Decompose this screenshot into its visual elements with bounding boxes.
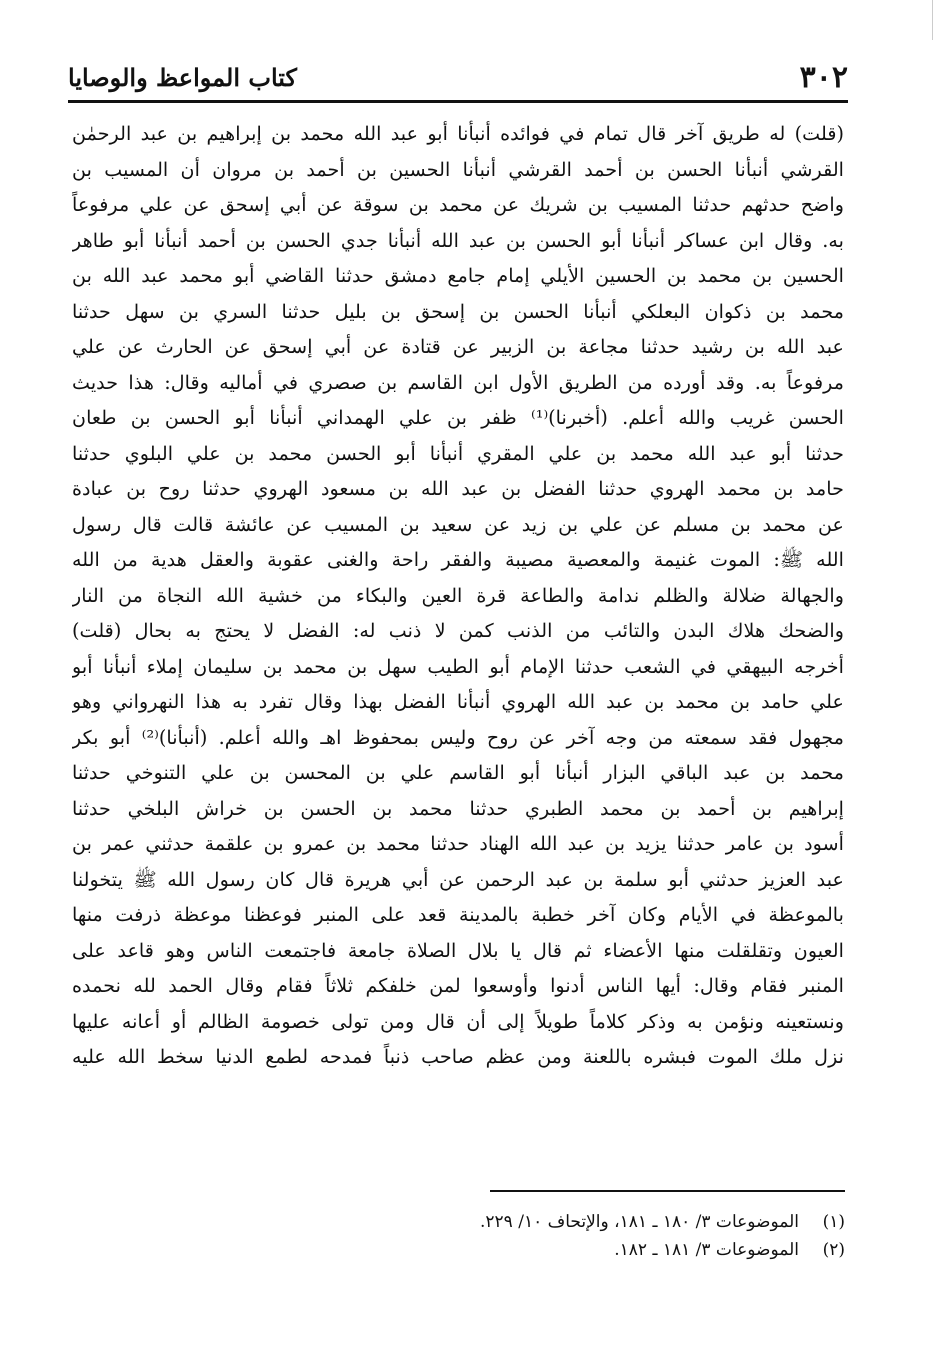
text-line: أخرجه البيهقي في الشعب حدثنا الإمام أبو الطيب سهل بن محمد بن سليمان إملاء أنبأنا أبو	[72, 654, 844, 678]
footnote	[245, 1208, 845, 1236]
text-line: العيون وتقلقلت منها الأعضاء ثم قال يا بلال الصلاة جامعة فاجتمعت الناس وهو قاعد على	[72, 938, 844, 962]
footnotes	[245, 1208, 845, 1264]
footnote-text: الموضوعات ٣/ ١٨١ ـ ١٨٢.	[614, 1240, 799, 1260]
text-line: الحسين بن محمد بن الحسين الأيلي إمام جامع دمشق حدثنا القاضي أبو محمد عبد الله بن	[72, 264, 844, 287]
text-line: (قلت) له طريق آخر قال تمام في فوائده أنبأنا أبو عبد الله محمد بن إبراهيم بن عبد الرحمٰن	[72, 122, 844, 145]
text-line: المنبر فقام وقال: أيها الناس أدنوا وأوسعوا لمن خلفكم ثلاثاً فقام وقال الحمد لله نحمده	[72, 974, 844, 997]
text-line: نزل ملك الموت فبشره باللعنة ومن عظم صاحب ذنباً فمدحه لطمع الدنيا سخط الله عليه	[72, 1045, 844, 1068]
main-text	[72, 116, 844, 1176]
text-line: مرفوعاً به. وقد أورده من الطريق الأول ابن القاسم بن صصري في أماليه وقال: هذا حديث	[72, 370, 844, 394]
text-line: محمد بن عبد الباقي البزار أنبأنا أبو القاسم علي بن المحسن بن علي التنوخي حدثنا	[72, 761, 844, 784]
text-line: واضح حدثهم حدثنا المسيب بن شريك عن محمد بن سوقة عن أبي إسحق عن علي مرفوعاً	[72, 193, 844, 216]
text-line: حدثنا أبو عبد الله محمد بن علي المقري أنبأنا أبو الحسن محمد بن علي البلوي حدثنا	[72, 441, 844, 465]
text-line: مجهول فقد سمعته من وجه آخر عن روح وليس بمحفوظ اهـ والله أعلم. (أنبأنا)⁽²⁾ أبو بكر	[72, 725, 844, 749]
running-title: كتاب المواعظ والوصايا	[68, 63, 297, 92]
text-line: والجهالة ضلالة والظلم ندامة والطاعة قرة العين والبكاء من خشية الله النجاة من النار	[72, 583, 844, 607]
footnote-divider	[490, 1190, 845, 1192]
footnote	[245, 1236, 845, 1264]
page-header	[68, 58, 848, 102]
footnote-text: الموضوعات ٣/ ١٨٠ ـ ١٨١، والإتحاف ١٠/ ٢٢٩.	[479, 1212, 799, 1232]
footnote-number: (٢)	[822, 1240, 845, 1260]
text-line: عبد الله بن رشيد حدثنا مجاعة بن الزبير عن قتادة عن أبي إسحق عن الحارث عن علي	[72, 335, 844, 358]
text-line: بالموعظة في الأيام وكان آخر خطبة بالمدينة قعد على المنبر فوعظنا موعظة ذرفت منها	[72, 903, 844, 926]
text-line: الله ﷺ: الموت غنيمة والمعصية مصيبة والفقر راحة والغنى عقوبة والعقل هدية من الله	[72, 548, 844, 571]
text-line: عن محمد بن مسلم عن علي بن زيد عن سعيد بن المسيب عن عائشة قالت قال رسول	[72, 512, 844, 536]
text-line: إبراهيم بن أحمد بن محمد الطبري حدثنا محمد بن الحسن بن خراش البلخي حدثنا	[72, 796, 844, 820]
text-line: به. وقال ابن عساكر أنبأنا أبو الحسن بن عبد الله أنبأنا جدي الحسن بن أحمد أنبأنا أبو طاهر	[72, 228, 844, 252]
text-line: محمد بن ذكوان البعلكي أنبأنا الحسن بن إسحق بن بليل حدثنا السري بن سهل حدثنا	[72, 299, 844, 323]
text-line: والضحك هلاك البدن والتائب من الذنب كمن لا ذنب له: الفضل لا يحتج به بحال (قلت)	[72, 619, 844, 642]
header-divider	[68, 100, 848, 103]
text-line: ونستعينه ونؤمن به وذكر كلاماً طويلاً إلى أن قال ومن تولى خصومة الظالم أو أعانه عليها	[72, 1009, 844, 1033]
text-line: أسود بن عامر حدثنا يزيد بن عبد الله الهناد حدثنا محمد بن عمرو بن علقمة حدثني عمر بن	[72, 832, 844, 855]
footnote-number: (١)	[822, 1212, 845, 1232]
text-line: القرشي أنبأنا الحسن بن أحمد القرشي أنبأنا الحسين بن أحمد بن مروان أن المسيب بن	[72, 157, 844, 181]
text-line: الحسن غريب والله أعلم. (أخبرنا)⁽¹⁾ ظفر بن علي الهمداني أنبأنا أبو الحسن بن طعان	[72, 406, 844, 429]
text-line: عبد العزيز حدثني أبو سلمة بن عبد الرحمن عن أبي هريرة قال كان رسول الله ﷺ يتخولنا	[72, 867, 844, 891]
text-line: حامد بن محمد الهروي حدثنا الفضل بن عبد الله بن مسعود الهروي حدثنا روح بن عبادة	[72, 477, 844, 500]
text-line: علي حامد بن محمد بن عبد الله الهروي أنبأنا الفضل بهذا وقال تفرد به هذا النهرواني وهو	[72, 690, 844, 713]
page-number: ٣٠٢	[799, 60, 848, 95]
